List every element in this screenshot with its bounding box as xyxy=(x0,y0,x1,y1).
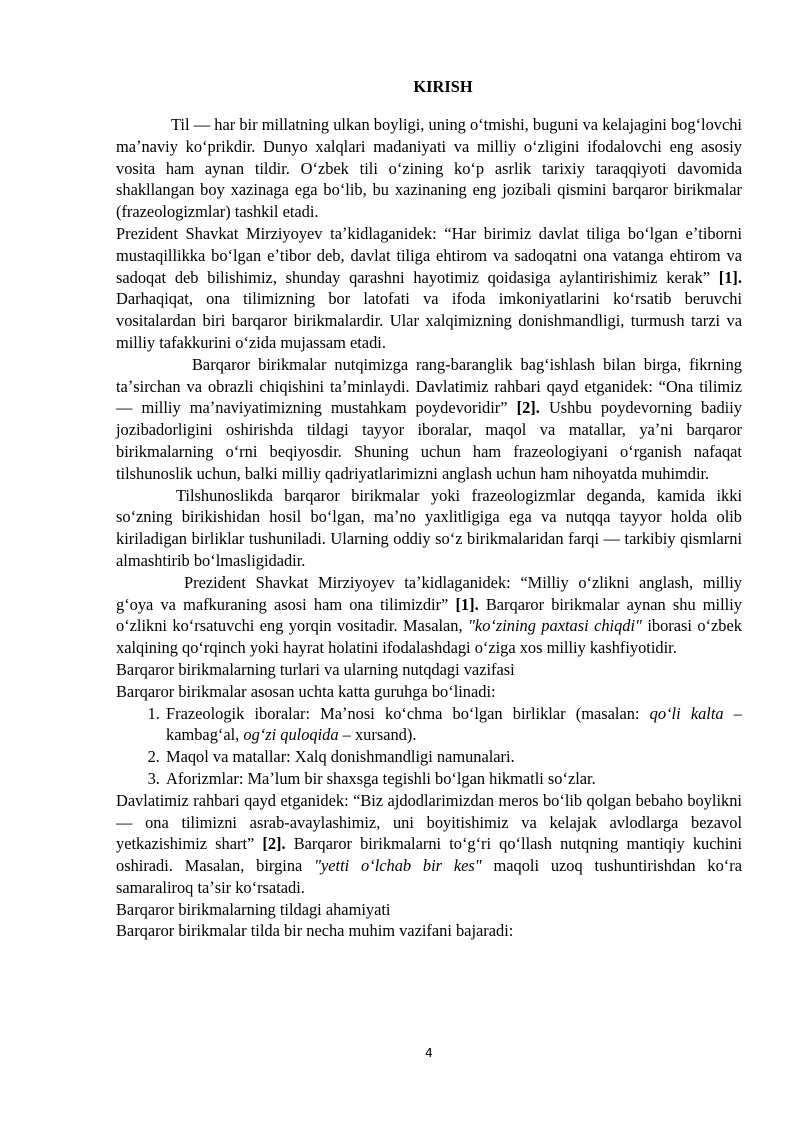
paragraph-5-text-a: Prezident Shavkat Mirziyoyev taʼkidlaganidek: “Milliy oʻzlikni anglash, milliy gʻoya va mafkuraning asosi ham ona tilimizdir” xyxy=(116,572,742,614)
citation-ref: [1]. xyxy=(718,267,742,287)
paragraph-5-text-b: Barqaror birikmalar aynan shu milliy oʻzlikni koʻrsatuvchi eng yorqin vositadir. Masalan, xyxy=(116,594,742,636)
citation-ref: [2]. xyxy=(262,834,286,854)
paragraph-3 xyxy=(116,354,742,485)
paragraph-2-text-a: Prezident Shavkat Mirziyoyev taʼkidlaganidek: “Har birimiz davlat tiliga boʻlgan eʼtiborni mustaqillikka boʻlgan eʼtibor deb, davlat tiliga ehtirom va sadoqatni ona vatanga ehtirom va sadoqat deb bilishimiz, shunday qarashni hayotimiz qoidasiga aylantirishimiz kerak” xyxy=(116,223,742,287)
subheading-importance: Barqaror birikmalarning tildagi ahamiyati xyxy=(116,899,391,919)
list-item: 2. Maqol va matallar: Xalq donishmandligi namunalari. xyxy=(164,746,742,768)
paragraph-8: Barqaror birikmalar tilda bir necha muhim vazifani bajaradi: xyxy=(116,921,514,941)
example-phrase: qoʻli kalta xyxy=(649,703,724,723)
types-list xyxy=(116,703,742,790)
paragraph-7-text-c: maqoli uzoq tushuntirishdan koʻra samaraliroq taʼsir koʻrsatadi. xyxy=(116,856,742,897)
paragraph-7 xyxy=(116,790,742,899)
paragraph-2-text-b: Darhaqiqat, ona tilimizning bor latofati va ifoda imkoniyatlarini koʻrsatib beruvchi vositalardan biri barqaror birikmalardir. Ular xalqimizning donishmandligi, turmush tarzi va milliy tafakkurini oʻzida mujassam etadi. xyxy=(116,289,742,352)
paragraph-5 xyxy=(116,572,742,659)
list-item xyxy=(164,703,742,747)
list-item-text: Frazeologik iboralar: Maʼnosi koʻchma boʻlgan birliklar (masalan: xyxy=(166,703,640,723)
list-item-text: – xursand). xyxy=(342,725,417,745)
paragraph-5-text-c: iborasi oʻzbek xalqining qoʻrqinch yoki hayrat holatini ifodalashdagi oʻziga xos milliy kashfiyotidir. xyxy=(116,616,742,658)
paragraph-3-text-b: Ushbu poydevorning badiiy jozibadorligini oshirishda tildagi tayyor iboralar, maqol va matallar, yaʼni barqaror birikmalarning oʻrni beqiyosdir. Shuning uchun ham frazeologiyani oʻrganish nafaqat tilshunoslik uchun, balki milliy qadriyatlarimizni anglash uchun ham nihoyatda muhimdir. xyxy=(116,398,742,483)
paragraph-6: Barqaror birikmalar asosan uchta katta guruhga boʻlinadi: xyxy=(116,681,496,701)
page-number: 4 xyxy=(425,1046,433,1060)
paragraph-1: Til — har bir millatning ulkan boyligi, uning oʻtmishi, buguni va kelajagini bogʻlovchi maʼnaviy koʻprikdir. Dunyo xalqlari madaniyati va milliy oʻzligini ifodalovchi eng asosiy vosita ham aynan tildir. Oʻzbek tili oʻzining koʻp asrlik tarixiy taraqqiyoti davomida shakllangan boy xazinaga ega boʻlib, bu xazinaning eng jozibali qismini barqaror birikmalar (frazeologizmlar) tashkil etadi. xyxy=(116,115,742,222)
subheading-types: Barqaror birikmalarning turlari va ularning nutqdagi vazifasi xyxy=(116,659,515,679)
paragraph-7-text-a: Davlatimiz rahbari qayd etganidek: “Biz ajdodlarimizdan meros boʻlib qolgan bebaho boylikni — ona tilimizni asrab-avaylashimiz, uni boyitishimiz va kelajak avlodlarga bezavol yetkazishimiz shart” xyxy=(116,790,742,854)
example-phrase: "yetti oʻlchab bir kes" xyxy=(314,856,482,876)
paragraph-4: Tilshunoslikda barqaror birikmalar yoki frazeologizmlar deganda, kamida ikki soʻzning birikishidan hosil boʻlgan, maʼno yaxlitligiga ega va nutqqa tayyor holda olib kiriladigan birliklar tushuniladi. Ularning oddiy soʻz birikmalaridan farqi — tarkibiy qismlarni almashtirib boʻlmasligidadir. xyxy=(116,485,742,570)
citation-ref: [2]. xyxy=(516,398,540,418)
paragraph-7-text-b: Barqaror birikmalarni toʻgʻri qoʻllash nutqning mantiqiy kuchini oshiradi. Masalan, birgina xyxy=(116,834,742,876)
list-item-text: – kambagʻal, xyxy=(166,703,742,745)
paragraph-2 xyxy=(116,223,742,354)
section-title: KIRISH xyxy=(413,77,473,96)
list-item: 3. Aforizmlar: Maʼlum bir shaxsga tegishli boʻlgan hikmatli soʻzlar. xyxy=(164,768,742,790)
citation-ref: [1]. xyxy=(455,594,479,614)
page-content xyxy=(116,76,742,942)
example-phrase: ogʻzi quloqida xyxy=(243,725,339,745)
paragraph-3-text-a: Barqaror birikmalar nutqimizga rang-baranglik bagʻishlash bilan birga, fikrning taʼsirchan va obrazli chiqishini taʼminlaydi. Davlatimiz rahbari qayd etganidek: “Ona tilimiz — milliy maʼnaviyatimizning mustahkam poydevoridir” xyxy=(116,354,742,418)
example-phrase: "koʻzining paxtasi chiqdi" xyxy=(468,616,642,636)
